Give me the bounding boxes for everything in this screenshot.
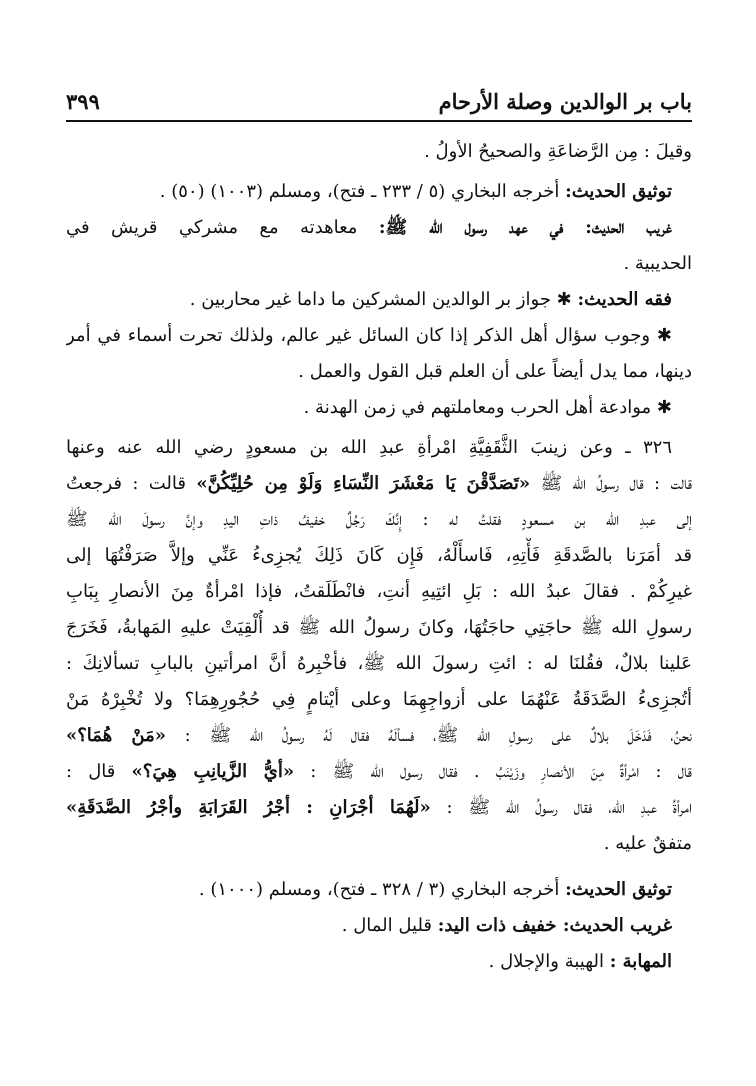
hadith-vocabulary — [66, 210, 692, 246]
hadith-vocabulary — [66, 908, 692, 944]
text-line: الحديبية . — [623, 253, 692, 274]
chapter-title: باب بر الوالدين وصلة الأرحام — [438, 89, 692, 114]
prophetic-quote: «لَهُمَا أجْرَانِ : أجْرُ القَرَابَةِ وأجْرُ الصَّدَقَةِ» — [66, 797, 431, 818]
section-text: قليل المال . — [341, 915, 438, 936]
book-page — [66, 88, 692, 980]
text-line: ✱ موادعة أهل الحرب ومعاملتهم في زمن الهدنة . — [303, 397, 672, 418]
page-content — [66, 134, 692, 980]
hadith-documentation — [66, 872, 692, 908]
section-label: غريب الحديث: — [562, 915, 672, 936]
hadith-fiqh — [66, 282, 692, 318]
section-label: توثيق الحديث: — [565, 879, 672, 900]
section-text: الهيبة والإجلال . — [488, 951, 610, 972]
page-header — [66, 88, 692, 122]
hadith-opening: ٣٢٦ ـ وعن زينبَ الثَّقَفِيَّةِ امْرأةِ عبدِ الله بن مسعودٍ رضي الله عنه وعنها — [66, 437, 672, 458]
text-line: إلى عبدِ الله بن مسعودٍ فقلتُ له : إِنَّكَ رَجُلٌ خفيفُ ذاتِ اليدِ وإنَّ رسولَ الله ﷺ — [66, 509, 692, 530]
text-line: متفقٌ عليه . — [603, 833, 692, 854]
text-line: أتُجزِىءُ الصَّدَقَةُ عَنْهُمَا على أزواجِهِمَا وعلى أيْتامٍ فِي حُجُورِهِمَا؟ ولا تُخْبِرْهُ مَنْ — [66, 689, 692, 710]
text-line: عَلينا بلالٌ، فقُلنَا له : ائتِ رسولَ الله ﷺ، فأخْبِرهُ أنَّ امرأتينِ بالبابِ تسألانِكَ : — [66, 653, 692, 674]
text-line: دينها، مما يدل أيضاً على أن العلم قبل القول والعمل . — [298, 361, 692, 382]
section-text: ✱ جواز بر الوالدين المشركين ما داما غير محاربين . — [189, 289, 578, 310]
prophetic-quote: «أيُّ الزَّيانِبِ هِيَ؟» — [131, 761, 295, 782]
term: في عهد رسول الله ﷺ: — [378, 217, 586, 238]
text-line: رسولِ الله ﷺ حاجَتِي حاجَتُهَا، وكانَ رسولُ الله ﷺ قد أُلْقِيَتْ عليهِ المَهابةُ، فَخَرَجَ — [66, 617, 692, 638]
prophetic-quote: «تَصَدَّقْنَ يَا مَعْشَرَ النِّسَاءِ وَلَوْ مِن حُلِيِّكُنَّ» — [196, 473, 531, 494]
text-line: ✱ وجوب سؤال أهل الذكر إذا كان السائل غير عالم، ولذلك تحرت أسماء في أمر — [66, 325, 672, 346]
page-number: ٣٩٩ — [66, 89, 100, 114]
prophetic-quote: «مَنْ هُمَا؟» — [66, 725, 166, 746]
text-line: قد أمَرَنا بالصَّدقَةِ فَأْتِهِ، فَاسأَلْهُ، فَإِن كَانَ ذَلِكَ يُجزِىءُ عَنِّي وإلاَّ صَرَفْتُهَا إلى — [66, 545, 692, 566]
term: خفيف ذات اليد: — [437, 915, 563, 936]
vocabulary-entry — [66, 944, 692, 980]
text-line: وقيلَ : مِن الرَّضاعَةِ والصحيحُ الأولُ . — [424, 141, 692, 162]
section-text: معاهدته مع مشركي قريش في — [66, 217, 379, 238]
section-text: أخرجه البخاري (٣ / ٣٢٨ ـ فتح)، ومسلم (١٠٠٠) . — [198, 879, 566, 900]
text-line: نحنُ، فَدَخَلَ بلالٌ على رسولِ الله ﷺ، فسألَهُ فقال لَهُ رسولُ الله ﷺ : «مَنْ هُمَا؟» — [66, 725, 692, 746]
hadith-documentation — [66, 174, 692, 210]
text-line: امرأةُ عبدِ الله، فقال رسولُ الله ﷺ : «لَهُمَا أجْرَانِ : أجْرُ القَرَابَةِ وأجْرُ الصَّدَقَةِ» — [66, 797, 692, 818]
section-text: أخرجه البخاري (٥ / ٢٣٣ ـ فتح)، ومسلم (١٠٠٣) (٥٠) . — [159, 181, 566, 202]
section-label: غريب الحديث: — [585, 217, 673, 238]
text-line: غيرِكُمْ . فقالَ عبدُ الله : بَلِ ائتِيهِ أنتِ، فانْطَلَقتُ، فإذا امْرأةٌ مِنَ الأنصارِ بِبَابِ — [66, 581, 692, 602]
section-label: فقه الحديث: — [577, 289, 672, 310]
text-line: قال : امْرأةٌ مِنَ الأنصارِ وزَيْنَبُ . فقال رسول الله ﷺ : «أيُّ الزَّيانِبِ هِيَ؟» قال : — [66, 761, 692, 782]
term: المهابة : — [609, 951, 672, 972]
text-line: قالت : قال رسولُ الله ﷺ «تَصَدَّقْنَ يَا مَعْشَرَ النِّسَاءِ وَلَوْ مِن حُلِيِّكُنَّ» قالت : فرجعتُ — [66, 473, 692, 494]
section-label: توثيق الحديث: — [565, 181, 672, 202]
